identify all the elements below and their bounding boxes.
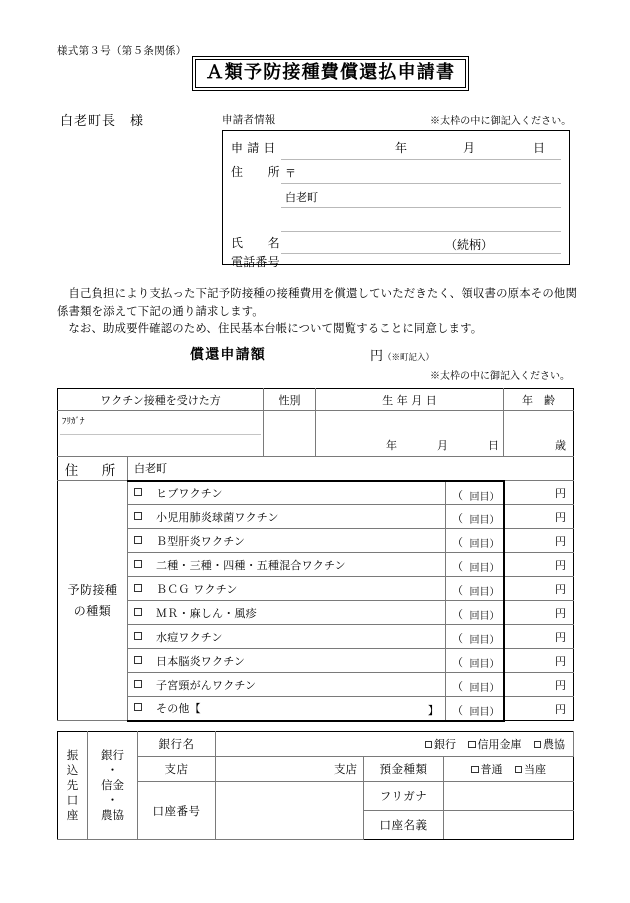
vaccine-name: Ｂ型肝炎ワクチン [156, 534, 246, 548]
vaccine-amount-cell[interactable] [504, 697, 574, 721]
bank-checkbox[interactable] [425, 741, 433, 749]
account-furigana-input[interactable] [444, 782, 574, 811]
count-close-label: 回目） [469, 707, 500, 718]
vaccine-name-cell[interactable] [128, 601, 446, 625]
furigana-divider [60, 434, 261, 435]
address-line1-input[interactable] [281, 207, 561, 208]
vaccine-count-cell[interactable] [446, 577, 504, 601]
vaccine-checkbox[interactable] [134, 488, 142, 496]
vaccine-checkbox[interactable] [134, 584, 142, 592]
vaccine-name-cell-other[interactable] [128, 697, 446, 721]
vaccine-name: 日本脳炎ワクチン [156, 654, 246, 668]
vaccine-name-cell[interactable] [128, 649, 446, 673]
postal-mark: 〒 [285, 167, 296, 180]
birth-day: 日 [488, 439, 500, 452]
vaccine-checkbox[interactable] [134, 703, 142, 711]
yen-unit: 円 [555, 630, 567, 644]
vaccine-count-cell[interactable] [446, 553, 504, 577]
birth-month: 月 [437, 439, 449, 452]
form-title [192, 56, 469, 91]
application-date-label: 申 請 日 [231, 141, 276, 155]
main-form-table [57, 388, 574, 722]
bank-option-bank: 銀行 [434, 738, 457, 751]
vaccine-checkbox[interactable] [134, 632, 142, 640]
vaccine-name-cell[interactable] [128, 529, 446, 553]
futsu-checkbox[interactable] [471, 766, 479, 774]
address-town-prefill: 白老町 [285, 191, 318, 204]
header-person: ワクチン接種を受けた方 [58, 389, 264, 411]
count-open-paren: （ [452, 656, 464, 669]
age-unit: 歳 [555, 439, 567, 452]
vaccine-count-cell[interactable] [446, 673, 504, 697]
count-open-paren: （ [452, 488, 464, 502]
vaccine-amount-cell[interactable] [504, 601, 574, 625]
count-open-paren: （ [452, 632, 464, 645]
bank-type-options[interactable] [216, 736, 573, 752]
count-close-label: 回目） [469, 683, 500, 694]
postal-code-input[interactable] [281, 183, 561, 184]
yen-unit: 円 [555, 534, 567, 548]
bank-name-label: 銀行名 [138, 732, 216, 757]
vaccine-type-label-line1: 予防接種 [67, 583, 118, 598]
vaccine-amount-cell[interactable] [504, 553, 574, 577]
yen-unit: 円 [555, 654, 567, 668]
vaccine-row [58, 505, 574, 529]
applicant-info-label: 申請者情報 [222, 114, 276, 126]
count-close-label: 回目） [469, 587, 500, 598]
vaccine-amount-cell[interactable] [504, 505, 574, 529]
account-number-input[interactable] [216, 782, 364, 840]
furigana-label: ﾌﾘｶﾞﾅ [62, 417, 85, 427]
vaccine-checkbox[interactable] [134, 656, 142, 664]
deposit-type-options[interactable] [444, 757, 574, 782]
yen-unit: 円 [555, 582, 567, 596]
address-line2-input[interactable] [281, 231, 561, 232]
vaccine-amount-cell[interactable] [504, 577, 574, 601]
application-date-day: 日 [533, 141, 546, 155]
count-open-paren: （ [452, 584, 464, 597]
vaccine-name: 二種・三種・四種・五種混合ワクチン [156, 558, 346, 572]
amount-unit: 円 [370, 349, 384, 364]
relation-label: （続柄） [445, 238, 494, 252]
vaccine-name: 子宮頸がんワクチン [156, 678, 257, 692]
addressee: 白老町長 様 [60, 114, 145, 129]
recipient-name-cell[interactable] [58, 411, 264, 457]
count-close-label: 回目） [469, 659, 500, 670]
count-open-paren: （ [452, 608, 464, 621]
deposit-option-futsu: 普通 [480, 763, 503, 776]
deposit-type-label: 預金種類 [364, 757, 444, 782]
bank-option-nokyo: 農協 [543, 738, 566, 751]
amount-note: （※町記入） [383, 353, 435, 363]
vaccine-name: ＢＣＧ ワクチン [156, 582, 238, 596]
application-date-input[interactable] [281, 159, 561, 160]
nokyo-checkbox[interactable] [534, 741, 542, 749]
recipient-gender-cell[interactable] [264, 411, 316, 457]
branch-label: 支店 [138, 757, 216, 782]
vaccine-checkbox[interactable] [134, 560, 142, 568]
application-date-month: 月 [463, 141, 476, 155]
count-open-paren: （ [452, 560, 464, 573]
vaccine-row [58, 529, 574, 553]
vaccine-name-cell[interactable] [128, 577, 446, 601]
count-close-label: 回目） [469, 635, 500, 646]
vaccine-name-cell[interactable] [128, 481, 446, 505]
transfer-destination-label: 振 込 先 口 座 [58, 732, 88, 840]
vaccine-row [58, 553, 574, 577]
deposit-option-toza: 当座 [524, 763, 546, 776]
count-open-paren: （ [452, 512, 464, 525]
vaccine-amount-cell[interactable] [504, 649, 574, 673]
yen-unit: 円 [555, 486, 567, 500]
vaccine-count-cell[interactable] [446, 625, 504, 649]
vaccine-count-cell[interactable] [446, 601, 504, 625]
count-open-paren: （ [452, 704, 464, 717]
note-bold-frame-top: ※太枠の中に御記入ください。 [430, 116, 572, 127]
bank-account-table [57, 731, 574, 840]
bank-name-row [58, 732, 574, 757]
vaccine-count-cell[interactable] [446, 505, 504, 529]
count-close-label: 回目） [469, 563, 500, 574]
bank-category-label: 銀行 ・ 信金 ・ 農協 [88, 732, 138, 840]
count-close-label: 回目） [469, 515, 500, 526]
yen-unit: 円 [555, 678, 567, 692]
vaccine-row [58, 649, 574, 673]
name-input[interactable] [281, 253, 561, 254]
vaccine-name: 水痘ワクチン [156, 630, 223, 644]
body-paragraph-2: なお、助成要件確認のため、住民基本台帳について閲覧することに同意します。 [68, 321, 483, 336]
bank-option-shinkin: 信用金庫 [477, 738, 522, 751]
recipient-age-cell[interactable] [504, 411, 574, 457]
recipient-birthdate-cell[interactable] [316, 411, 504, 457]
count-close-label: 回目） [469, 491, 500, 503]
vaccine-row [58, 697, 574, 721]
vaccine-count-cell[interactable] [446, 481, 504, 505]
vaccine-type-label-line2: の種類 [73, 603, 112, 618]
yen-unit: 円 [555, 558, 567, 572]
note-bold-frame-mid: ※太枠の中に御記入ください。 [430, 371, 570, 382]
address-label: 住 所 [231, 165, 280, 179]
vaccine-row [58, 481, 574, 505]
vaccine-count-cell[interactable] [446, 649, 504, 673]
vaccine-name-cell[interactable] [128, 625, 446, 649]
address-row-input[interactable]: 白老町 [128, 457, 574, 481]
application-date-year: 年 [395, 141, 408, 155]
body-paragraph-1: 自己負担により支払った下記予防接種の接種費用を償還していただきたく、領収書の原本その他関係書類を添えて下記の通り請求します。 [57, 286, 577, 318]
table-recipient-row [58, 411, 574, 457]
shinkin-checkbox[interactable] [468, 741, 476, 749]
vaccine-name: 小児用肺炎球菌ワクチン [156, 510, 279, 524]
address-row-label: 住 所 [58, 457, 128, 481]
vaccine-amount-cell[interactable] [504, 529, 574, 553]
branch-input-cell[interactable] [216, 757, 364, 782]
amount-label: 償還申請額 [190, 347, 266, 363]
count-close-label: 回目） [469, 539, 500, 550]
account-holder-input[interactable] [444, 811, 574, 840]
account-number-label: 口座番号 [138, 782, 216, 840]
toza-checkbox[interactable] [515, 766, 523, 774]
vaccine-checkbox[interactable] [134, 608, 142, 616]
vaccine-name: ＭＲ・麻しん・風疹 [156, 606, 257, 620]
vaccine-checkbox[interactable] [134, 680, 142, 688]
header-birthdate: 生 年 月 日 [316, 389, 504, 411]
vaccine-row [58, 577, 574, 601]
other-bracket-close: 】 [427, 704, 440, 717]
amount-unit-group [370, 345, 434, 364]
bank-name-input-cell[interactable] [216, 732, 574, 757]
vaccine-checkbox[interactable] [134, 536, 142, 544]
vaccine-checkbox[interactable] [134, 512, 142, 520]
title-text: Ａ類予防接種費償還払申請書 [195, 59, 467, 89]
header-gender: 性別 [264, 389, 316, 411]
branch-suffix: 支店 [334, 762, 357, 776]
yen-unit: 円 [555, 510, 567, 524]
vaccine-row [58, 673, 574, 697]
title-outer-border [192, 56, 469, 91]
body-paragraphs [57, 285, 577, 338]
form-number: 様式第３号（第５条関係） [57, 45, 187, 57]
count-close-label: 回目） [469, 611, 500, 622]
yen-unit: 円 [555, 606, 567, 620]
account-furigana-label: フリガナ [364, 782, 444, 811]
table-header-row [58, 389, 574, 411]
vaccine-amount-cell[interactable] [504, 481, 574, 505]
yen-unit: 円 [555, 702, 567, 716]
vaccine-name: ヒブワクチン [156, 486, 223, 500]
phone-label: 電話番号 [231, 255, 280, 269]
vaccine-count-cell[interactable] [446, 529, 504, 553]
count-open-paren: （ [452, 680, 464, 693]
table-address-row [58, 457, 574, 481]
vaccine-name-cell[interactable] [128, 505, 446, 529]
name-label: 氏 名 [231, 236, 280, 250]
vaccine-type-label [58, 481, 128, 721]
vaccine-name: その他【 [156, 702, 201, 716]
vaccine-name-cell[interactable] [128, 673, 446, 697]
vaccine-amount-cell[interactable] [504, 673, 574, 697]
count-open-paren: （ [452, 536, 464, 549]
birth-year: 年 [386, 439, 398, 452]
account-holder-label: 口座名義 [364, 811, 444, 840]
vaccine-count-cell[interactable] [446, 697, 504, 721]
vaccine-amount-cell[interactable] [504, 625, 574, 649]
vaccine-name-cell[interactable] [128, 553, 446, 577]
applicant-info-box [222, 130, 570, 269]
vaccine-row [58, 601, 574, 625]
header-age: 年 齢 [504, 389, 574, 411]
vaccine-row [58, 625, 574, 649]
